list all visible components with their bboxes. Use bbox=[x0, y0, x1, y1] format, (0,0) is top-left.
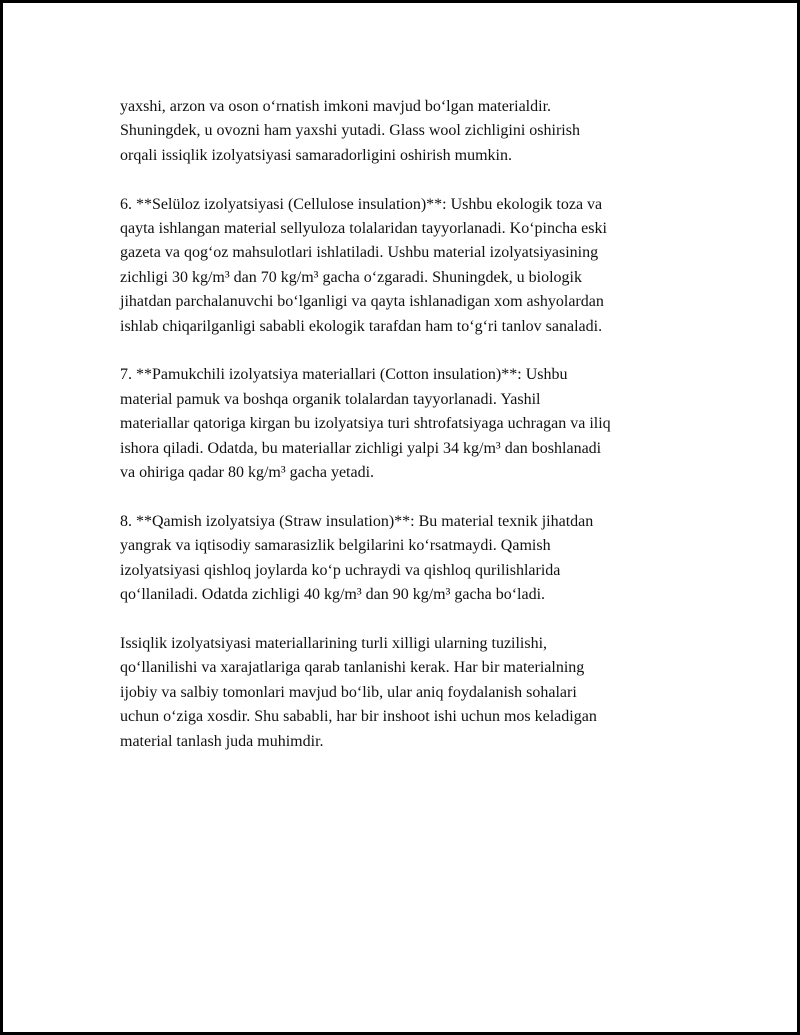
document-body bbox=[120, 95, 695, 778]
paragraph-conclusion: Issiqlik izolyatsiyasi materiallarining turli xilligi ularning tuzilishi, qoʻllanilishi va xarajatlariga qarab tanlanishi kerak. Har bir materialning ijobiy va salbiy tomonlari mavjud boʻlib, ular aniq foydalanish sohalari uchun oʻziga xosdir. Shu sababli, har bir inshoot ishi uchun mos keladigan material tanlash juda muhimdir. bbox=[120, 634, 597, 750]
paragraph-glass-wool-continuation: yaxshi, arzon va oson oʻrnatish imkoni mavjud boʻlgan materialdir. Shuningdek, u ovozni ham yaxshi yutadi. Glass wool zichligini oshirish orqali issiqlik izolyatsiyasi samaradorligini oshirish mumkin. bbox=[120, 98, 580, 164]
paragraph-cotton-insulation: 7. **Pamukchili izolyatsiya materiallari (Cotton insulation)**: Ushbu material pamuk va boshqa organik tolalardan tayyorlanadi. Yashil materiallar qatoriga kirgan bu izolyatsiya turi shtrofatsiyaga uchragan va iliq ishora qiladi. Odatda, bu materiallar zichligi yalpi 34 kg/m³ dan boshlanadi va ohiriga qadar 80 kg/m³ gacha yetadi. bbox=[120, 366, 611, 482]
paragraph-cellulose-insulation: 6. **Selüloz izolyatsiyasi (Cellulose insulation)**: Ushbu ekologik toza va qayta ishlangan material sellyuloza tolalaridan tayyorlanadi. Koʻpincha eski gazeta va qogʻoz mahsulotlari ishlatiladi. Ushbu material izolyatsiyasining zichligi 30 kg/m³ dan 70 kg/m³ gacha oʻzgaradi. Shuningdek, u biologik jihatdan parchalanuvchi boʻlganligi va qayta ishlanadigan xom ashyolardan ishlab chiqarilganligi sababli ekologik tarafdan ham toʻgʻri tanlov sanaladi. bbox=[120, 195, 607, 335]
paragraph-straw-insulation: 8. **Qamish izolyatsiya (Straw insulation)**: Bu material texnik jihatdan yangrak va iqtisodiy samarasizlik belgilarini koʻrsatmaydi. Qamish izolyatsiyasi qishloq joylarda koʻp uchraydi va qishloq qurilishlarida qoʻllaniladi. Odatda zichligi 40 kg/m³ dan 90 kg/m³ gacha boʻladi. bbox=[120, 512, 594, 604]
